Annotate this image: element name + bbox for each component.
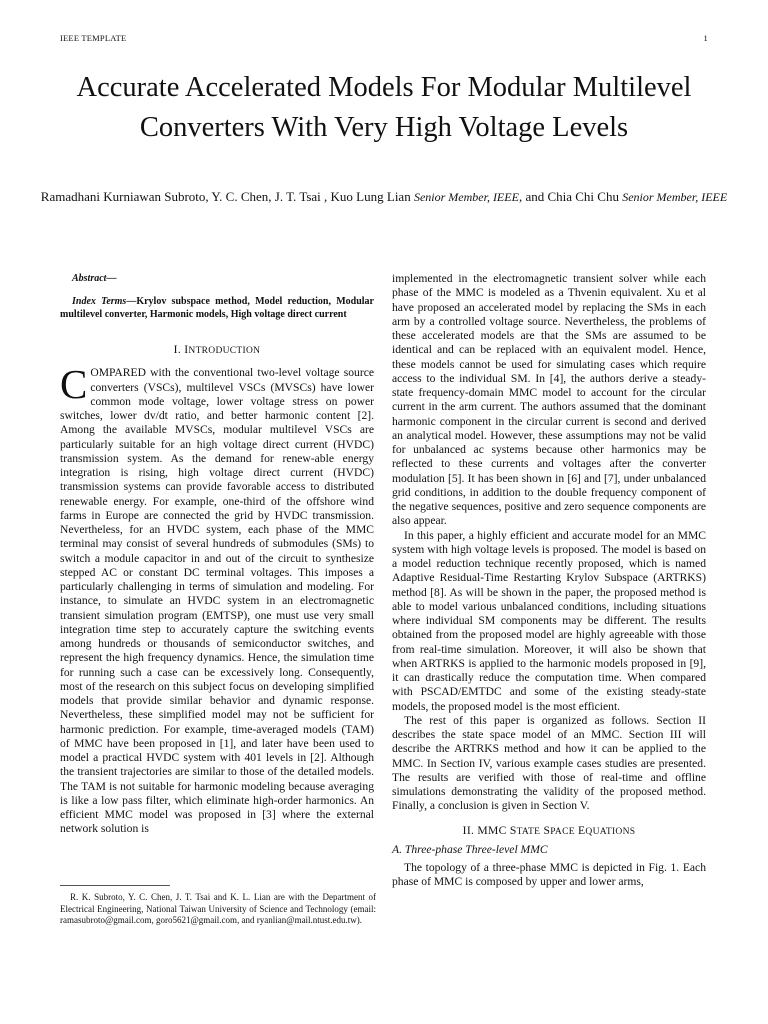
intro-paragraph-1-continued: implemented in the electromagnetic transient solver while each phase of the MMC is modeled as a Thvenin equivalent. Xu et al have proposed an accelerated model by replacing the SMs in each arm by a controlled voltage source. Nevertheless, the problems of these accelerated models are that the SMs are assumed to be identical and can be replaced with an equivalent model. Hence, these models cannot be used for simulating cases which require access to the individual SM. In [4], the authors derive a steady-state frequency-domain MMC model to account for the circular current in the arm current. The authors assumed that the dominant harmonic component in the circular current is second and derived an analytical model. However, these assumptions may not be valid for unbalanced ac systems because other harmonics may be reflected to these currents and voltages after the converter modulation [5]. It has been shown in [6] and [7], under unbalanced grid conditions, in addition to the double frequency component of the negative sequences, positive and zero sequence components are also appear. — [392, 272, 706, 528]
authors-main: Ramadhani Kurniawan Subroto, Y. C. Chen, J. T. Tsai , Kuo Lung Lian — [40, 189, 414, 204]
running-title: IEEE TEMPLATE — [60, 33, 127, 43]
authors-mid: , and Chia Chi Chu — [518, 189, 623, 204]
drop-cap: C — [60, 361, 88, 408]
author-affiliation-2: Senior Member, IEEE — [622, 190, 728, 204]
intro-paragraph-1: COMPARED with the conventional two-level voltage source converters (VSCs), multilevel VSCs (MVSCs) have lower common mode voltage, lower voltage stress on power switches, lower dv/dt ratio, and better harmonic content [2]. Among the available MVSCs, modular multilevel VSCs are particularly suitable for an high voltage direct current (HVDC) transmission system. As the demand for renew-able energy integration is rising, high voltage direct current (HVDC) transmission systems can provide favorable access to distributed renewable energy. For example, one-third of the offshore wind farms in Europe are connected the grid by HVDC transmission. Nevertheless, for an HVDC system, each phase of the MMC terminal may consist of several hundreds of submodules (SMs) to switch a module capacitor in and out of the circuit to synthesize stepped AC or constant DC terminal voltages. This imposes a particularly challenging in terms of simulation and modeling. For instance, to simulate an HVDC system in an electromagnetic transient simulation program (EMTSP), one must use very small integration time step to accurately capture the switching events among hundreds or thousands of semiconductor switches, and represent the high frequency dynamics. Hence, the simulation time for running such a case can be excessively long. Consequently, most of the research on this subject focus on developing simplified models that provide similar behavior and dynamic response. Nevertheless, these simplified model may not be sufficient for harmonic prediction. For example, time-averaged models (TAM) of MMC have been proposed in [1], and later have been used to model a practical HVDC system with 401 levels in [2]. Although the transient trajectories are similar to those of the detailed models. The TAM is not suitable for harmonic modeling because averaging is like a low pass filter, which eliminate high-order harmonics. An efficient MMC model was proposed in [3] where the external network solution is — [60, 361, 374, 836]
right-column — [392, 272, 706, 890]
left-column — [60, 272, 374, 837]
author-list — [40, 188, 728, 206]
section-heading-state-space: II. MMC STATE SPACE EQUATIONS — [462, 823, 636, 837]
intro-paragraph-2: In this paper, a highly efficient and accurate model for an MMC system with high voltage levels is proposed. The model is based on a model reduction technique recently proposed, which is named Adaptive Residual-Time Restarting Krylov Subspace (ARTRKS) method [8]. As will be shown in the paper, the proposed method is able to model various unbalanced conditions, including situations where individual SM components may be different. The results obtained from the proposed model are highly agreeable with those from real-time simulation. Moreover, it will also be shown that when ARTRKS is applied to the harmonic models proposed in [9], it can drastically reduce the computation time. When compared with PSCAD/EMTDC and some of the existing steady-state models, the proposed model is the most efficient. — [392, 528, 706, 713]
footnote-rule — [60, 885, 170, 886]
section2-paragraph-1: The topology of a three-phase MMC is depicted in Fig. 1. Each phase of MMC is composed by upper and lower arms, — [392, 861, 706, 889]
author-affiliation-1: Senior Member, IEEE — [413, 190, 519, 204]
intro-paragraph-3: The rest of this paper is organized as follows. Section II describes the state space model of an MMC. Section III will describe the ARTRKS method and how it can be applied to the MMC. In Section IV, various example cases studies are presented. The results are verified with those of real-time and offline simulations demonstrating the validity of the proposed method. Finally, a conclusion is given in Section V. — [392, 713, 706, 813]
page-number: 1 — [703, 33, 708, 43]
footnote: R. K. Subroto, Y. C. Chen, J. T. Tsai and K. L. Lian are with the Department of Electrical Engineering, National Taiwan University of Science and Technology (email: ramasubroto@gmail.com, goro5621@gmail.com, and ryanlian@mail.ntust.edu.tw). — [60, 892, 376, 925]
subsection-heading: A. Three-phase Three-level MMC — [392, 842, 548, 856]
index-terms: Index Terms—Krylov subspace method, Model reduction, Modular multilevel converter, Harmonic models, High voltage direct current — [60, 296, 374, 320]
abstract-heading: Abstract— — [72, 273, 117, 284]
paper-title: Accurate Accelerated Models For Modular Multilevel Converters With Very High Voltage Levels — [76, 72, 692, 143]
section-heading-introduction: I. INTRODUCTION — [173, 343, 261, 356]
